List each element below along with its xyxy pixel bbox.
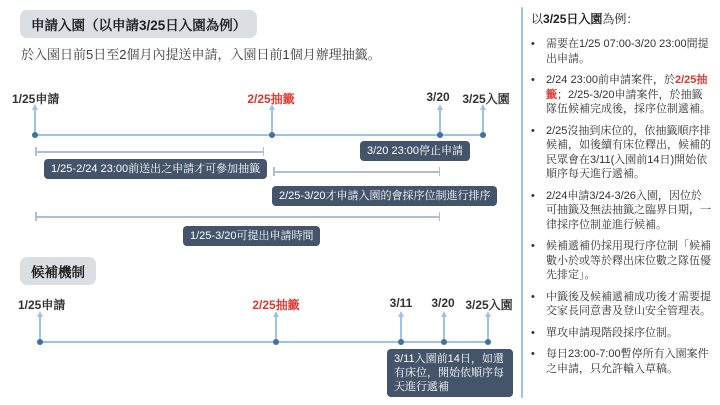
- sidebar-bullet-text: 每日23:00-7:00暫停所有入園案件之申請，只允許輸入草稿。: [546, 348, 709, 375]
- sidebar-title-prefix: 以: [531, 12, 544, 26]
- t1-label-lottery: 2/25抽籤: [247, 92, 295, 106]
- arrow-stem: [39, 317, 41, 341]
- section1-title-badge: 申請入園（以申請3/25日入園為例）: [20, 10, 257, 38]
- arrow-stem: [487, 317, 489, 341]
- timeline-dot: [485, 339, 491, 345]
- bullet-icon: •: [531, 240, 535, 252]
- sidebar-bullet: [531, 290, 712, 319]
- bullet-icon: •: [531, 189, 535, 202]
- sidebar-bullet-text: 2/24申請3/24-3/26入園，因位於可抽籤及無法抽籤之臨界日期，一律採序位制並進行候補。: [546, 189, 711, 231]
- arrow-stem: [271, 110, 273, 134]
- callout-waitlist-fill: 3/11入園前14日，如還有床位，開始依順序每天進行遞補: [387, 349, 513, 397]
- timeline-dot: [480, 132, 486, 138]
- t1-label-apply: 1/25申請: [12, 92, 60, 106]
- timeline-dot: [437, 132, 443, 138]
- sidebar-bullet-text: 單攻申請現階段採序位制。: [546, 326, 678, 339]
- sidebar-bullet-text: 中籤後及候補遞補成功後才需要提交家長同意書及登山安全管理表。: [546, 290, 711, 317]
- bullet-icon: •: [531, 348, 535, 360]
- timeline-dot: [32, 132, 38, 138]
- callout-apply-window: 1/25-3/20可提出申請時間: [183, 226, 320, 246]
- bracket-rank-order: [273, 171, 440, 173]
- sidebar-bullet: [531, 326, 712, 341]
- arrow-stem: [482, 110, 484, 134]
- sidebar-title: [531, 10, 712, 27]
- bullet-icon: •: [531, 290, 535, 303]
- timeline-dot: [269, 132, 275, 138]
- arrow-stem: [275, 317, 277, 341]
- t2-label-apply: 1/25申請: [18, 298, 66, 312]
- callout-stop-apply: 3/20 23:00停止申請: [360, 141, 470, 161]
- sidebar-bullet-text: 候補遞補仍採用現行序位制「候補數小於或等於釋出床位數之隊伍優先排定」。: [546, 240, 711, 281]
- bullet-icon: •: [531, 326, 535, 339]
- vertical-divider: [521, 7, 523, 398]
- t2-label-3-11: 3/11: [389, 296, 413, 310]
- timeline-dot: [273, 339, 279, 345]
- t2-label-lottery: 2/25抽籤: [252, 298, 300, 312]
- t1-label-3-20: 3/20: [426, 90, 450, 104]
- timeline-dot: [398, 339, 404, 345]
- t2-label-entry: 3/25入園: [465, 298, 513, 312]
- timeline1-line: [33, 134, 486, 136]
- bullet-icon: •: [531, 74, 535, 86]
- bullet-icon: •: [531, 38, 535, 50]
- sidebar-title-suffix: 為例：: [602, 12, 639, 26]
- section1-subtitle: 於入園日前5日至2個月內提送申請，入園日前1個月辦理抽籤。: [21, 47, 381, 62]
- bullet2-red-highlight: 2/25抽籤: [546, 74, 708, 101]
- section2-title-badge: 候補機制: [20, 257, 96, 285]
- sidebar-bullet: [531, 239, 712, 283]
- timeline-dot: [37, 339, 43, 345]
- bullet2-pre: 2/24 23:00前申請案件，於: [546, 74, 675, 86]
- bracket-lottery-window: [35, 151, 264, 153]
- t2-label-3-20: 3/20: [431, 296, 455, 310]
- arrow-stem: [34, 110, 36, 134]
- sidebar-notes: [531, 10, 712, 383]
- sidebar-bullet: [531, 124, 712, 182]
- callout-lottery-window: 1/25-2/24 23:00前送出之申請才可參加抽籤: [44, 159, 267, 179]
- sidebar-bullet: [531, 189, 712, 233]
- bracket-apply-window: [35, 216, 440, 218]
- bullet-icon: •: [531, 124, 535, 137]
- sidebar-bullet: [531, 73, 712, 117]
- sidebar-title-bold: 3/25日入園: [543, 12, 603, 26]
- sidebar-bullet: [531, 347, 712, 376]
- arrow-stem: [439, 110, 441, 134]
- arrow-stem: [443, 317, 445, 341]
- sidebar-bullet-text: 2/25沒抽到床位的，依抽籤順序排候補，如後續有床位釋出，候補的民眾會在3/11(入園前14日)開始依順序每天進行遞補。: [546, 124, 711, 180]
- t1-label-entry: 3/25入園: [462, 92, 510, 106]
- timeline-dot: [441, 339, 447, 345]
- sidebar-bullet-text: [546, 73, 712, 117]
- callout-rank-order: 2/25-3/20才申請入園的會採序位制進行排序: [272, 186, 497, 206]
- sidebar-bullet: [531, 37, 712, 66]
- timeline2-line: [38, 341, 490, 343]
- sidebar-bullet-list: [531, 37, 712, 376]
- arrow-stem: [400, 317, 402, 341]
- bullet2-post: ；2/25-3/20申請案件，於抽籤隊伍候補完成後，採序位制遞補。: [546, 88, 711, 115]
- sidebar-bullet-text: 需要在1/25 07:00-3/20 23:00間提出申請。: [546, 38, 709, 65]
